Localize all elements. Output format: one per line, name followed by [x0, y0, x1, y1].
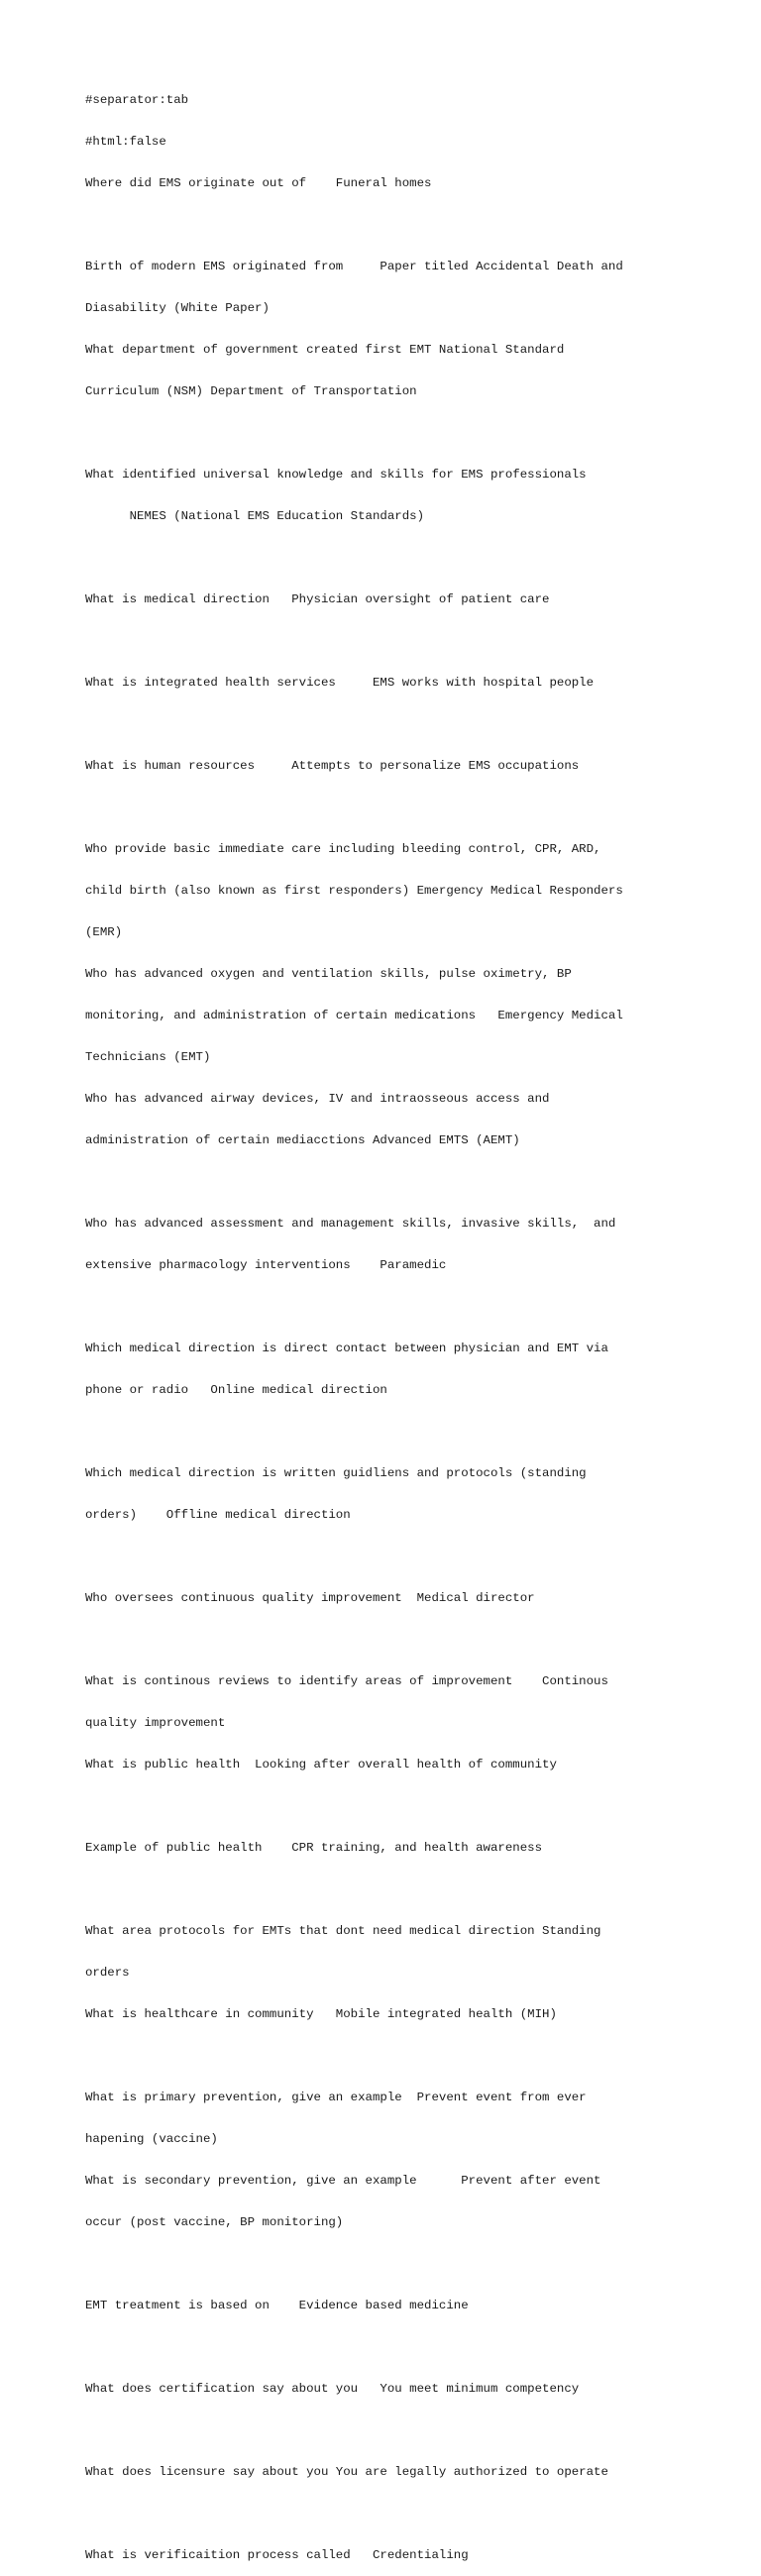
- text-line: What is healthcare in community Mobile integrated health (MIH): [85, 2007, 557, 2021]
- text-line: NEMES (National EMS Education Standards): [85, 509, 425, 523]
- text-line: What is human resources Attempts to personalize EMS occupations: [85, 759, 580, 773]
- text-line: [85, 426, 719, 440]
- text-line: What department of government created first EMT National Standard: [85, 343, 565, 357]
- text-line: Technicians (EMT): [85, 1050, 211, 1064]
- text-line: Diasability (White Paper): [85, 301, 270, 315]
- text-line: Where did EMS originate out of Funeral homes: [85, 176, 432, 190]
- text-line: What area protocols for EMTs that dont need medical direction Standing: [85, 1924, 601, 1938]
- text-line: What is medical direction Physician oversight of patient care: [85, 592, 550, 606]
- text-line: quality improvement: [85, 1716, 226, 1730]
- text-line: What is verificaition process called Credentialing: [85, 2548, 469, 2562]
- text-line: What identified universal knowledge and skills for EMS professionals: [85, 468, 587, 482]
- text-line: EMT treatment is based on Evidence based medicine: [85, 2299, 469, 2312]
- text-line: child birth (also known as first responders) Emergency Medical Responders: [85, 884, 623, 898]
- text-line: [85, 551, 719, 565]
- text-line: [85, 1799, 719, 1813]
- text-line: hapening (vaccine): [85, 2132, 218, 2146]
- text-line: Who provide basic immediate care including bleeding control, CPR, ARD,: [85, 842, 601, 856]
- text-line: [85, 1633, 719, 1647]
- text-line: administration of certain mediacctions Advanced EMTS (AEMT): [85, 1133, 520, 1147]
- text-line: monitoring, and administration of certain medications Emergency Medical: [85, 1009, 623, 1022]
- text-line: Curriculum (NSM) Department of Transportation: [85, 384, 417, 398]
- text-line: [85, 2049, 719, 2063]
- text-line: Example of public health CPR training, and health awareness: [85, 1841, 543, 1855]
- text-line: Who has advanced assessment and management skills, invasive skills, and: [85, 1217, 616, 1231]
- text-line: #html:false: [85, 135, 166, 149]
- text-line: [85, 1175, 719, 1189]
- document-text: [85, 65, 719, 2576]
- text-line: #separator:tab: [85, 93, 189, 107]
- text-line: orders) Offline medical direction: [85, 1508, 351, 1522]
- text-line: [85, 1425, 719, 1439]
- text-line: [85, 2507, 719, 2521]
- text-line: What is continous reviews to identify areas of improvement Continous: [85, 1674, 608, 1688]
- text-line: extensive pharmacology interventions Paramedic: [85, 1258, 447, 1272]
- text-line: orders: [85, 1966, 130, 1980]
- text-line: What does certification say about you You meet minimum competency: [85, 2382, 580, 2396]
- text-line: Who has advanced airway devices, IV and intraosseous access and: [85, 1092, 550, 1106]
- text-line: [85, 1882, 719, 1896]
- text-line: [85, 1550, 719, 1563]
- text-line: Who oversees continuous quality improvement Medical director: [85, 1591, 535, 1605]
- text-line: [85, 2423, 719, 2437]
- text-line: Birth of modern EMS originated from Paper titled Accidental Death and: [85, 260, 623, 273]
- text-line: [85, 717, 719, 731]
- text-line: What is primary prevention, give an example Prevent event from ever: [85, 2091, 587, 2104]
- text-line: Who has advanced oxygen and ventilation skills, pulse oximetry, BP: [85, 967, 572, 981]
- text-line: phone or radio Online medical direction: [85, 1383, 387, 1397]
- text-line: [85, 2340, 719, 2354]
- text-line: [85, 801, 719, 814]
- text-line: occur (post vaccine, BP monitoring): [85, 2215, 344, 2229]
- text-line: What does licensure say about you You are legally authorized to operate: [85, 2465, 608, 2479]
- text-line: [85, 2257, 719, 2271]
- text-line: [85, 1300, 719, 1314]
- text-line: What is secondary prevention, give an example Prevent after event: [85, 2174, 601, 2188]
- text-line: Which medical direction is written guidliens and protocols (standing: [85, 1466, 587, 1480]
- text-line: Which medical direction is direct contact between physician and EMT via: [85, 1342, 608, 1355]
- text-line: [85, 218, 719, 232]
- text-line: [85, 634, 719, 648]
- text-line: What is integrated health services EMS works with hospital people: [85, 676, 595, 690]
- text-line: (EMR): [85, 925, 123, 939]
- text-line: What is public health Looking after overall health of community: [85, 1758, 557, 1771]
